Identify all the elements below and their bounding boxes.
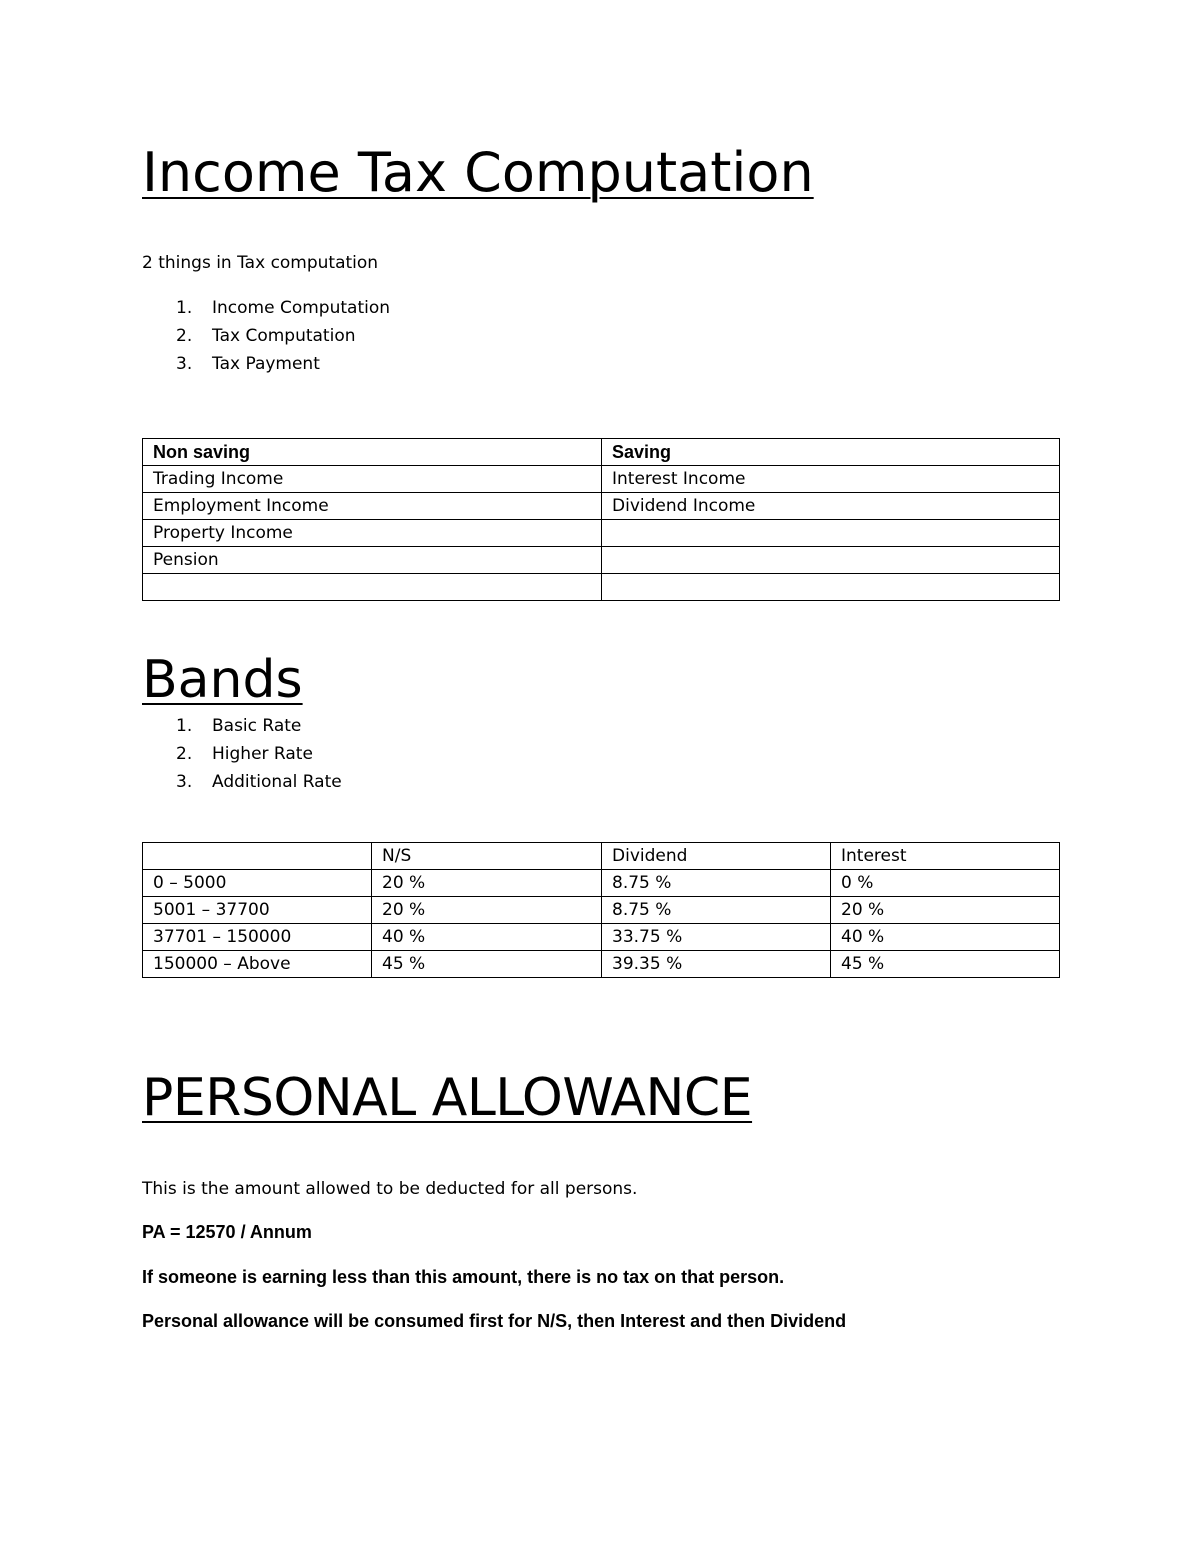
intro-text: 2 things in Tax computation bbox=[142, 253, 379, 273]
table-row bbox=[143, 466, 1060, 493]
page-title: Income Tax Computation bbox=[142, 141, 814, 204]
table-header-row bbox=[143, 843, 1060, 870]
list-item: 1. Basic Rate bbox=[176, 716, 302, 736]
table-cell: 20 % bbox=[831, 897, 1060, 924]
steps-list bbox=[142, 294, 390, 378]
table-row bbox=[143, 547, 1060, 574]
table-cell bbox=[602, 547, 1060, 574]
table-cell: 40 % bbox=[372, 924, 602, 951]
table-row bbox=[143, 493, 1060, 520]
table-cell: 150000 – Above bbox=[143, 951, 372, 978]
pa-note: If someone is earning less than this amount, there is no tax on that person. bbox=[142, 1267, 785, 1287]
table-header-cell bbox=[143, 843, 372, 870]
table-cell: Dividend Income bbox=[602, 493, 1060, 520]
table-header-row bbox=[143, 439, 1060, 466]
table-cell: 20 % bbox=[372, 870, 602, 897]
table-row bbox=[143, 520, 1060, 547]
table-cell bbox=[143, 574, 602, 601]
table-header-cell: N/S bbox=[372, 843, 602, 870]
table-cell: 0 % bbox=[831, 870, 1060, 897]
table-cell bbox=[602, 574, 1060, 601]
income-type-table bbox=[142, 438, 1060, 601]
table-cell: 0 – 5000 bbox=[143, 870, 372, 897]
table-cell bbox=[602, 520, 1060, 547]
table-cell: 33.75 % bbox=[602, 924, 831, 951]
table-cell: 8.75 % bbox=[602, 897, 831, 924]
table-row bbox=[143, 951, 1060, 978]
table-cell: Trading Income bbox=[143, 466, 602, 493]
bands-heading: Bands bbox=[142, 650, 303, 710]
table-cell: 45 % bbox=[372, 951, 602, 978]
list-item: 2. Higher Rate bbox=[176, 744, 313, 764]
list-item: 2. Tax Computation bbox=[176, 326, 356, 346]
table-header-cell: Non saving bbox=[143, 439, 602, 466]
pa-amount: PA = 12570 / Annum bbox=[142, 1222, 312, 1242]
table-cell: 40 % bbox=[831, 924, 1060, 951]
bands-list bbox=[142, 712, 342, 796]
table-cell: 20 % bbox=[372, 897, 602, 924]
table-header-cell: Saving bbox=[602, 439, 1060, 466]
pa-order-note: Personal allowance will be consumed first for N/S, then Interest and then Dividend bbox=[142, 1311, 847, 1331]
table-cell: Employment Income bbox=[143, 493, 602, 520]
list-item: 3. Additional Rate bbox=[176, 772, 342, 792]
table-row bbox=[143, 870, 1060, 897]
table-cell: 5001 – 37700 bbox=[143, 897, 372, 924]
list-item: 1. Income Computation bbox=[176, 298, 391, 318]
table-cell: 37701 – 150000 bbox=[143, 924, 372, 951]
table-cell: Pension bbox=[143, 547, 602, 574]
tax-bands-table bbox=[142, 842, 1060, 978]
personal-allowance-heading: PERSONAL ALLOWANCE bbox=[142, 1068, 753, 1128]
pa-description: This is the amount allowed to be deducted for all persons. bbox=[142, 1179, 638, 1199]
table-header-cell: Interest bbox=[831, 843, 1060, 870]
table-cell: Interest Income bbox=[602, 466, 1060, 493]
table-row bbox=[143, 924, 1060, 951]
table-header-cell: Dividend bbox=[602, 843, 831, 870]
table-row bbox=[143, 897, 1060, 924]
table-row bbox=[143, 574, 1060, 601]
list-item: 3. Tax Payment bbox=[176, 354, 320, 374]
table-cell: 8.75 % bbox=[602, 870, 831, 897]
table-cell: 39.35 % bbox=[602, 951, 831, 978]
table-cell: 45 % bbox=[831, 951, 1060, 978]
table-cell: Property Income bbox=[143, 520, 602, 547]
